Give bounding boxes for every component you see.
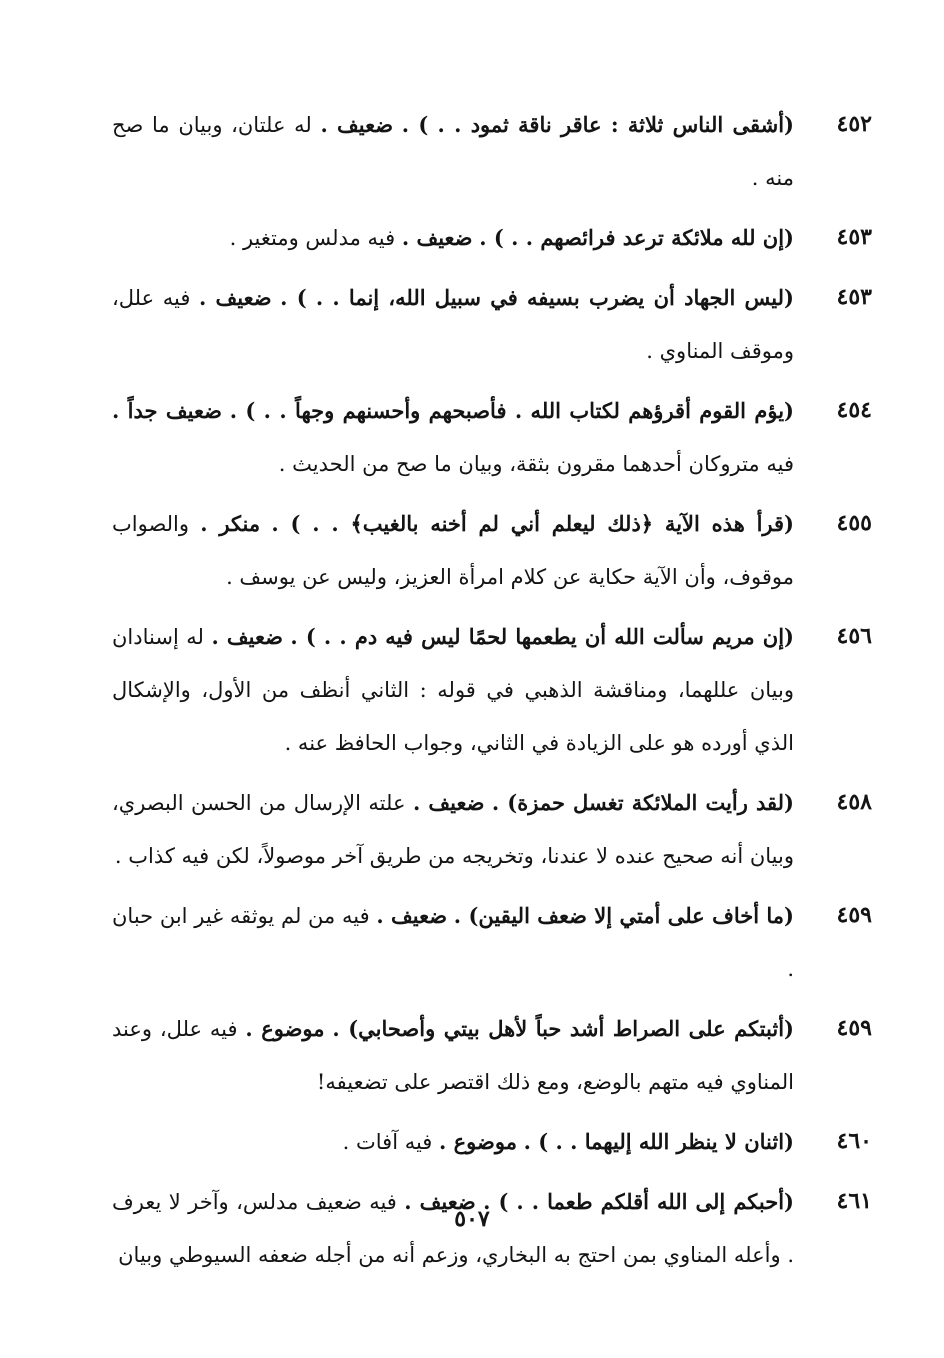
- entry-455: [112, 497, 872, 604]
- entry-text: [112, 384, 794, 491]
- grading-verdict: ضعيف .: [404, 1189, 476, 1214]
- entry-number: ٤٥٨: [836, 789, 872, 815]
- entry-text: [112, 776, 794, 883]
- entry-number: ٤٥٩: [836, 1015, 872, 1041]
- entry-452: [112, 98, 872, 205]
- entry-text: [112, 98, 794, 205]
- entry-number: ٤٥٣: [836, 224, 872, 250]
- grading-note: فيه مدلس ومتغير .: [229, 226, 396, 250]
- entry-number: ٤٦١: [836, 1188, 872, 1214]
- grading-note: له علتان، وبيان ما صح منه .: [112, 113, 794, 190]
- hadith-text: (أحبكم إلى الله أقلكم طعما . . ) .: [483, 1189, 794, 1214]
- entry-text: [112, 271, 794, 378]
- grading-note: فيه علل، وعند المناوي فيه متهم بالوضع، ومع ذلك اقتصر على تضعيفه!: [112, 1017, 794, 1094]
- entry-459a: [112, 889, 872, 996]
- grading-verdict: منكر .: [200, 511, 261, 536]
- entry-text: [112, 497, 794, 604]
- entry-number: ٤٥٣: [836, 284, 872, 310]
- grading-note: فيه من لم يوثقه غير ابن حبان .: [112, 904, 794, 981]
- entry-number: ٤٥٤: [836, 397, 872, 423]
- hadith-text: (لقد رأيت الملائكة تغسل حمزة) .: [491, 790, 794, 815]
- entry-number: ٤٥٥: [836, 510, 872, 536]
- grading-note: له إسنادان وبيان عللهما، ومناقشة الذهبي في قوله : الثاني أنظف من الأول، والإشكال الذي أورده هو على الزيادة في الثاني، وجواب الحافظ عنه .: [112, 625, 794, 755]
- grading-verdict: ضعيف .: [320, 112, 394, 137]
- entry-number: ٤٦٠: [836, 1128, 872, 1154]
- entry-453b: [112, 271, 872, 378]
- hadith-text: (ليس الجهاد أن يضرب بسيفه في سبيل الله، إنما . . ) .: [280, 285, 794, 310]
- grading-verdict: موضوع .: [439, 1129, 517, 1154]
- entry-number: ٤٥٩: [836, 902, 872, 928]
- grading-verdict: ضعيف .: [211, 624, 283, 649]
- grading-verdict: ضعيف جداً .: [112, 398, 222, 423]
- grading-note: فيه علل، وموقف المناوي .: [112, 286, 794, 363]
- grading-note: والصواب موقوف، وأن الآية حكاية عن كلام امرأة العزيز، وليس عن يوسف .: [112, 512, 794, 589]
- entry-458: [112, 776, 872, 883]
- hadith-text: (اثنان لا ينظر الله إليهما . . ) .: [523, 1129, 794, 1154]
- hadith-text: (يؤم القوم أقرؤهم لكتاب الله . فأصبحهم وأحسنهم وجهاً . . ) .: [229, 398, 794, 423]
- entry-456: [112, 610, 872, 770]
- page-number: ٥٠٧: [454, 1206, 490, 1232]
- grading-verdict: ضعيف .: [376, 903, 448, 928]
- entry-number: ٤٥٦: [836, 623, 872, 649]
- entry-number: ٤٥٢: [836, 111, 872, 137]
- page-body: [112, 98, 872, 1288]
- entry-459b: [112, 1002, 872, 1109]
- hadith-text: (قرأ هذه الآية ﴿ذلك ليعلم أني لم أخنه بالغيب﴾ . . ) .: [271, 511, 794, 536]
- grading-note: فيه آفات .: [342, 1130, 433, 1154]
- grading-note: فيه ضعيف مدلس، وآخر لا يعرف . وأعله المناوي بمن احتج به البخاري، وزعم أنه من أجله ضعفه السيوطي وبيان: [112, 1190, 794, 1267]
- entry-460: [112, 1115, 872, 1169]
- hadith-text: (أثبتكم على الصراط أشد حباً لأهل بيتي وأصحابي) .: [332, 1016, 794, 1041]
- grading-note: علته الإرسال من الحسن البصري، وبيان أنه صحيح عنده لا عندنا، وتخريجه من طريق آخر موصولاً، لكن فيه كذاب .: [112, 791, 794, 868]
- grading-verdict: ضعيف .: [198, 285, 272, 310]
- entry-text: [112, 889, 794, 996]
- grading-note: فيه متروكان أحدهما مقرون بثقة، وبيان ما صح من الحديث .: [278, 452, 794, 476]
- hadith-text: (أشقى الناس ثلاثة : عاقر ناقة ثمود . . ) .: [401, 112, 794, 137]
- hadith-text: (ما أخاف على أمتي إلا ضعف اليقين) .: [453, 903, 794, 928]
- grading-verdict: موضوع .: [245, 1016, 325, 1041]
- entry-text: [112, 1115, 794, 1169]
- hadith-text: (إن لله ملائكة ترعد فرائصهم . . ) .: [479, 225, 794, 250]
- entry-text: [112, 610, 794, 770]
- entry-454: [112, 384, 872, 491]
- entry-453a: [112, 211, 872, 265]
- grading-verdict: ضعيف .: [412, 790, 485, 815]
- hadith-text: (إن مريم سألت الله أن يطعمها لحمًا ليس فيه دم . . ) .: [290, 624, 794, 649]
- entry-text: [112, 211, 794, 265]
- entry-text: [112, 1002, 794, 1109]
- grading-verdict: ضعيف .: [401, 225, 473, 250]
